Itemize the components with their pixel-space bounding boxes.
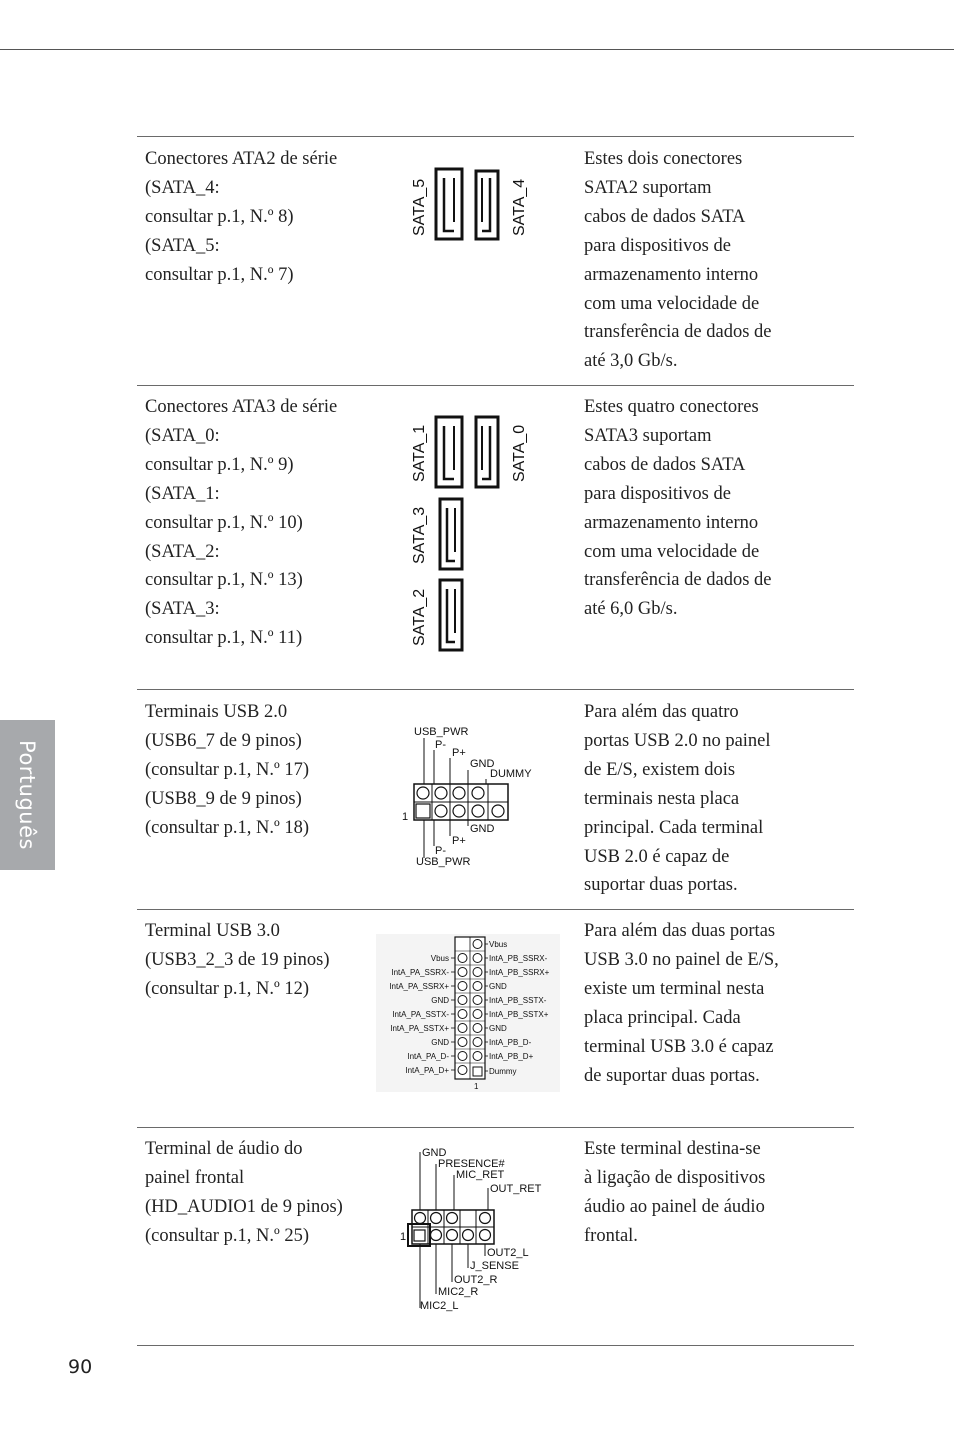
- text-line: (consultar p.1, N.º 18): [145, 817, 309, 838]
- text-line: portas USB 2.0 no painel: [584, 730, 771, 751]
- pin-label: USB_PWR: [414, 726, 469, 738]
- pin-label: P-: [435, 845, 446, 857]
- pin-label: P-: [435, 739, 446, 751]
- text-line: (USB6_7 de 9 pinos): [145, 730, 302, 751]
- text-line: frontal.: [584, 1225, 638, 1246]
- pin-label: USB_PWR: [416, 856, 471, 868]
- text-line: com uma velocidade de: [584, 293, 760, 314]
- text-line: (HD_AUDIO1 de 9 pinos): [145, 1196, 343, 1217]
- language-tab-label: Português: [15, 740, 39, 850]
- text-line: (SATA_4:: [145, 177, 220, 198]
- table-rule: [137, 689, 854, 690]
- text-line: cabos de dados SATA: [584, 206, 746, 227]
- text-line: com uma velocidade de: [584, 541, 760, 562]
- sata3-explanation: [584, 393, 814, 624]
- text-line: (consultar p.1, N.º 12): [145, 978, 309, 999]
- sata3-label: SATA_3: [411, 506, 428, 564]
- text-line: (SATA_1:: [145, 483, 220, 504]
- text-line: Este terminal destina-se: [584, 1139, 761, 1159]
- pin-label: IntA_PB_D+: [489, 1052, 534, 1061]
- text-line: consultar p.1, N.º 7): [145, 264, 294, 285]
- text-line: (USB3_2_3 de 19 pinos): [145, 949, 330, 970]
- pin-label: IntA_PB_SSTX+: [489, 1010, 549, 1019]
- text-line: Para além das quatro: [584, 702, 739, 722]
- pin-label: GND: [431, 1038, 449, 1047]
- pin-label: DUMMY: [490, 768, 532, 780]
- table-rule: [137, 1345, 854, 1346]
- text-line: (SATA_3:: [145, 599, 220, 620]
- sata2-connector-diagram: [400, 162, 540, 247]
- text-line: até 3,0 Gb/s.: [584, 351, 678, 372]
- header-rule: [0, 49, 954, 50]
- text-line: para dispositivos de: [584, 235, 731, 256]
- pin-label: GND: [470, 758, 495, 770]
- pin-label: GND: [489, 982, 507, 991]
- pin-label: IntA_PA_SSRX+: [389, 982, 449, 991]
- text-line: terminais nesta placa: [584, 788, 740, 809]
- pin-label: OUT_RET: [490, 1183, 542, 1195]
- text-line: Conectores ATA2 de série: [145, 149, 338, 169]
- text-line: transferência de dados de: [584, 570, 772, 591]
- pin-label: IntA_PA_SSTX+: [390, 1024, 449, 1033]
- text-line: (USB8_9 de 9 pinos): [145, 788, 302, 809]
- pin-label: MIC2_L: [420, 1300, 459, 1312]
- usb2-header-diagram: [398, 722, 543, 872]
- pin-label: IntA_PA_SSTX-: [392, 1010, 449, 1019]
- sata3-description: [145, 393, 375, 653]
- pin-label: Vbus: [489, 940, 508, 949]
- text-line: consultar p.1, N.º 13): [145, 570, 303, 591]
- text-line: (SATA_0:: [145, 425, 220, 446]
- pin-label: Vbus: [430, 954, 449, 963]
- usb2-explanation: [584, 698, 814, 900]
- pin-one-label: 1: [474, 1082, 479, 1091]
- table-rule: [137, 1127, 854, 1128]
- text-line: para dispositivos de: [584, 483, 731, 504]
- pin-label: IntA_PA_SSRX-: [391, 968, 449, 977]
- audio-description: [145, 1135, 375, 1251]
- pin-label: IntA_PB_SSRX-: [489, 954, 548, 963]
- usb3-explanation: [584, 917, 814, 1090]
- page-number: 90: [68, 1356, 93, 1378]
- text-line: terminal USB 3.0 é capaz: [584, 1036, 774, 1057]
- pin-label: IntA_PA_D+: [405, 1066, 449, 1075]
- text-line: consultar p.1, N.º 10): [145, 512, 303, 533]
- pin-one-label: 1: [400, 1231, 407, 1243]
- text-line: placa principal. Cada: [584, 1007, 741, 1028]
- text-line: consultar p.1, N.º 9): [145, 454, 294, 475]
- pin-label: J_SENSE: [470, 1260, 519, 1272]
- pin-label: IntA_PB_SSTX-: [489, 996, 547, 1005]
- text-line: Estes quatro conectores: [584, 397, 759, 417]
- pin-label: MIC_RET: [456, 1169, 505, 1181]
- text-line: Estes dois conectores: [584, 149, 743, 169]
- text-line: (SATA_2:: [145, 541, 220, 562]
- table-rule: [137, 136, 854, 137]
- text-line: USB 2.0 é capaz de: [584, 846, 730, 867]
- pin-label: GND: [489, 1024, 507, 1033]
- pin-label: MIC2_R: [438, 1286, 479, 1298]
- text-line: USB 3.0 no painel de E/S,: [584, 949, 779, 970]
- sata4-label: SATA_4: [511, 178, 528, 236]
- pin-label: PRESENCE#: [438, 1158, 505, 1170]
- text-line: consultar p.1, N.º 8): [145, 206, 294, 227]
- text-line: painel frontal: [145, 1167, 245, 1188]
- text-line: áudio ao painel de áudio: [584, 1196, 765, 1217]
- sata1-label: SATA_1: [411, 424, 428, 482]
- pin-label: OUT2_R: [454, 1274, 498, 1286]
- text-line: principal. Cada terminal: [584, 817, 764, 838]
- table-rule: [137, 909, 854, 910]
- pin-label: GND: [470, 823, 495, 835]
- text-line: suportar duas portas.: [584, 875, 738, 896]
- text-line: até 6,0 Gb/s.: [584, 599, 678, 620]
- pin-label: OUT2_L: [487, 1247, 529, 1259]
- text-line: existe um terminal nesta: [584, 978, 765, 999]
- sata3-connector-diagram: [400, 412, 540, 657]
- usb3-header-diagram: [376, 934, 560, 1092]
- text-line: Terminal USB 3.0: [145, 921, 280, 941]
- audio-explanation: [584, 1135, 814, 1251]
- pin-label: GND: [422, 1147, 447, 1159]
- pin-label: Dummy: [489, 1067, 517, 1076]
- text-line: SATA3 suportam: [584, 425, 712, 446]
- pin-label: P+: [452, 747, 466, 759]
- text-line: (SATA_5:: [145, 235, 220, 256]
- usb2-description: [145, 698, 375, 843]
- text-line: SATA2 suportam: [584, 177, 712, 198]
- pin-label: IntA_PB_D-: [489, 1038, 532, 1047]
- pin-label: GND: [431, 996, 449, 1005]
- pin-label: IntA_PA_D-: [407, 1052, 449, 1061]
- text-line: armazenamento interno: [584, 264, 759, 285]
- text-line: à ligação de dispositivos: [584, 1167, 766, 1188]
- text-line: (consultar p.1, N.º 25): [145, 1225, 309, 1246]
- sata0-label: SATA_0: [511, 424, 528, 482]
- sata2-explanation: [584, 145, 814, 376]
- text-line: Conectores ATA3 de série: [145, 397, 338, 417]
- pin-one-label: 1: [402, 811, 409, 823]
- pin-label: IntA_PB_SSRX+: [489, 968, 550, 977]
- hd-audio-header-diagram: [398, 1142, 543, 1314]
- pin-label: P+: [452, 835, 466, 847]
- sata2-description: [145, 145, 375, 290]
- text-line: Terminal de áudio do: [145, 1139, 303, 1159]
- text-line: de E/S, existem dois: [584, 759, 736, 780]
- text-line: transferência de dados de: [584, 322, 772, 343]
- usb3-description: [145, 917, 375, 1004]
- table-rule: [137, 385, 854, 386]
- text-line: (consultar p.1, N.º 17): [145, 759, 309, 780]
- sata2-label: SATA_2: [411, 588, 428, 646]
- text-line: Para além das duas portas: [584, 921, 776, 941]
- sata5-label: SATA_5: [411, 178, 428, 236]
- text-line: consultar p.1, N.º 11): [145, 628, 303, 649]
- text-line: de suportar duas portas.: [584, 1065, 760, 1086]
- text-line: cabos de dados SATA: [584, 454, 746, 475]
- text-line: Terminais USB 2.0: [145, 702, 288, 722]
- text-line: armazenamento interno: [584, 512, 759, 533]
